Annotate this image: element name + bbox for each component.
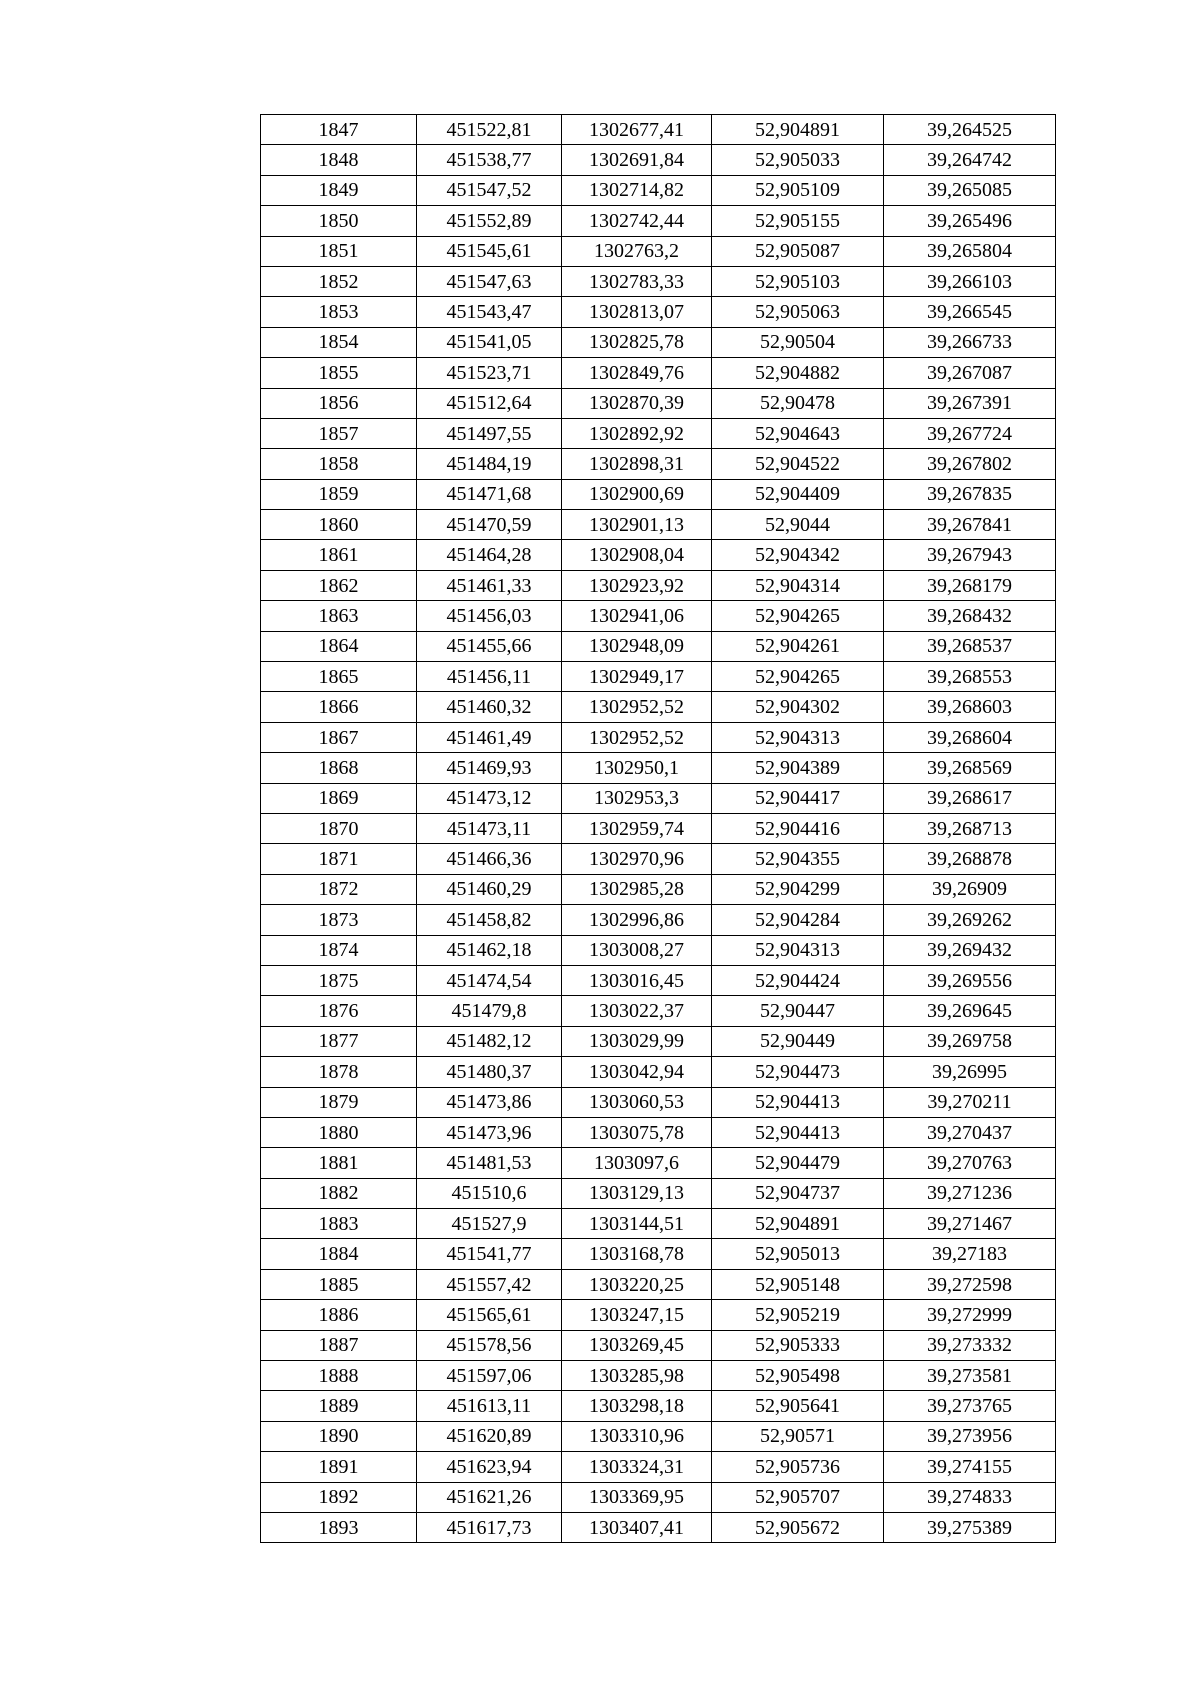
table-row	[261, 479, 1056, 509]
table-row	[261, 1452, 1056, 1482]
longitude-cell: 39,273581	[884, 1361, 1056, 1391]
x-coordinate-cell: 451541,05	[417, 327, 562, 357]
y-coordinate-cell: 1302677,41	[562, 115, 712, 145]
latitude-cell: 52,905087	[712, 236, 884, 266]
table-row	[261, 1026, 1056, 1056]
y-coordinate-cell: 1302959,74	[562, 813, 712, 843]
latitude-cell: 52,905033	[712, 145, 884, 175]
point-number-cell: 1869	[261, 783, 417, 813]
x-coordinate-cell: 451474,54	[417, 965, 562, 995]
y-coordinate-cell: 1302948,09	[562, 631, 712, 661]
table-row	[261, 1330, 1056, 1360]
x-coordinate-cell: 451541,77	[417, 1239, 562, 1269]
x-coordinate-cell: 451470,59	[417, 510, 562, 540]
point-number-cell: 1853	[261, 297, 417, 327]
x-coordinate-cell: 451473,12	[417, 783, 562, 813]
y-coordinate-cell: 1302898,31	[562, 449, 712, 479]
latitude-cell: 52,90571	[712, 1421, 884, 1451]
table-body	[261, 115, 1056, 1543]
table-row	[261, 844, 1056, 874]
table-row	[261, 115, 1056, 145]
x-coordinate-cell: 451458,82	[417, 905, 562, 935]
y-coordinate-cell: 1302892,92	[562, 418, 712, 448]
x-coordinate-cell: 451460,32	[417, 692, 562, 722]
latitude-cell: 52,904409	[712, 479, 884, 509]
x-coordinate-cell: 451552,89	[417, 206, 562, 236]
y-coordinate-cell: 1303269,45	[562, 1330, 712, 1360]
longitude-cell: 39,266545	[884, 297, 1056, 327]
latitude-cell: 52,904314	[712, 570, 884, 600]
longitude-cell: 39,268537	[884, 631, 1056, 661]
y-coordinate-cell: 1303168,78	[562, 1239, 712, 1269]
point-number-cell: 1886	[261, 1300, 417, 1330]
point-number-cell: 1874	[261, 935, 417, 965]
x-coordinate-cell: 451557,42	[417, 1269, 562, 1299]
point-number-cell: 1854	[261, 327, 417, 357]
table-row	[261, 692, 1056, 722]
point-number-cell: 1876	[261, 996, 417, 1026]
y-coordinate-cell: 1302849,76	[562, 358, 712, 388]
latitude-cell: 52,904299	[712, 874, 884, 904]
x-coordinate-cell: 451482,12	[417, 1026, 562, 1056]
point-number-cell: 1867	[261, 722, 417, 752]
longitude-cell: 39,26995	[884, 1057, 1056, 1087]
longitude-cell: 39,264742	[884, 145, 1056, 175]
latitude-cell: 52,905109	[712, 175, 884, 205]
longitude-cell: 39,268603	[884, 692, 1056, 722]
point-number-cell: 1847	[261, 115, 417, 145]
longitude-cell: 39,267391	[884, 388, 1056, 418]
latitude-cell: 52,90447	[712, 996, 884, 1026]
point-number-cell: 1861	[261, 540, 417, 570]
point-number-cell: 1858	[261, 449, 417, 479]
point-number-cell: 1864	[261, 631, 417, 661]
latitude-cell: 52,904891	[712, 115, 884, 145]
y-coordinate-cell: 1303285,98	[562, 1361, 712, 1391]
y-coordinate-cell: 1302763,2	[562, 236, 712, 266]
latitude-cell: 52,905736	[712, 1452, 884, 1482]
latitude-cell: 52,904479	[712, 1148, 884, 1178]
y-coordinate-cell: 1302953,3	[562, 783, 712, 813]
longitude-cell: 39,273956	[884, 1421, 1056, 1451]
latitude-cell: 52,904284	[712, 905, 884, 935]
longitude-cell: 39,272999	[884, 1300, 1056, 1330]
longitude-cell: 39,267724	[884, 418, 1056, 448]
latitude-cell: 52,904417	[712, 783, 884, 813]
table-row	[261, 1269, 1056, 1299]
point-number-cell: 1891	[261, 1452, 417, 1482]
coordinates-table	[260, 114, 1056, 1543]
y-coordinate-cell: 1302985,28	[562, 874, 712, 904]
point-number-cell: 1889	[261, 1391, 417, 1421]
table-row	[261, 449, 1056, 479]
y-coordinate-cell: 1303324,31	[562, 1452, 712, 1482]
latitude-cell: 52,904313	[712, 722, 884, 752]
y-coordinate-cell: 1303008,27	[562, 935, 712, 965]
x-coordinate-cell: 451547,52	[417, 175, 562, 205]
y-coordinate-cell: 1302783,33	[562, 266, 712, 296]
table-row	[261, 1239, 1056, 1269]
latitude-cell: 52,9044	[712, 510, 884, 540]
x-coordinate-cell: 451481,53	[417, 1148, 562, 1178]
longitude-cell: 39,268569	[884, 753, 1056, 783]
table-row	[261, 874, 1056, 904]
x-coordinate-cell: 451523,71	[417, 358, 562, 388]
latitude-cell: 52,904413	[712, 1087, 884, 1117]
table-row	[261, 236, 1056, 266]
x-coordinate-cell: 451543,47	[417, 297, 562, 327]
table-row	[261, 327, 1056, 357]
point-number-cell: 1848	[261, 145, 417, 175]
longitude-cell: 39,273765	[884, 1391, 1056, 1421]
point-number-cell: 1865	[261, 662, 417, 692]
x-coordinate-cell: 451471,68	[417, 479, 562, 509]
x-coordinate-cell: 451461,33	[417, 570, 562, 600]
table-row	[261, 965, 1056, 995]
longitude-cell: 39,271236	[884, 1178, 1056, 1208]
y-coordinate-cell: 1302742,44	[562, 206, 712, 236]
table-row	[261, 1178, 1056, 1208]
longitude-cell: 39,269262	[884, 905, 1056, 935]
longitude-cell: 39,270437	[884, 1117, 1056, 1147]
y-coordinate-cell: 1302970,96	[562, 844, 712, 874]
y-coordinate-cell: 1303022,37	[562, 996, 712, 1026]
y-coordinate-cell: 1303220,25	[562, 1269, 712, 1299]
table-row	[261, 206, 1056, 236]
point-number-cell: 1875	[261, 965, 417, 995]
y-coordinate-cell: 1302870,39	[562, 388, 712, 418]
table-row	[261, 1361, 1056, 1391]
longitude-cell: 39,275389	[884, 1512, 1056, 1542]
table-row	[261, 297, 1056, 327]
longitude-cell: 39,268553	[884, 662, 1056, 692]
table-row	[261, 601, 1056, 631]
point-number-cell: 1893	[261, 1512, 417, 1542]
y-coordinate-cell: 1302813,07	[562, 297, 712, 327]
longitude-cell: 39,271467	[884, 1209, 1056, 1239]
table-row	[261, 722, 1056, 752]
latitude-cell: 52,904473	[712, 1057, 884, 1087]
y-coordinate-cell: 1303060,53	[562, 1087, 712, 1117]
x-coordinate-cell: 451473,11	[417, 813, 562, 843]
x-coordinate-cell: 451473,96	[417, 1117, 562, 1147]
point-number-cell: 1871	[261, 844, 417, 874]
table-row	[261, 813, 1056, 843]
longitude-cell: 39,269432	[884, 935, 1056, 965]
x-coordinate-cell: 451522,81	[417, 115, 562, 145]
longitude-cell: 39,269758	[884, 1026, 1056, 1056]
longitude-cell: 39,26909	[884, 874, 1056, 904]
latitude-cell: 52,904302	[712, 692, 884, 722]
table-row	[261, 1209, 1056, 1239]
x-coordinate-cell: 451527,9	[417, 1209, 562, 1239]
table-row	[261, 570, 1056, 600]
table-row	[261, 662, 1056, 692]
point-number-cell: 1881	[261, 1148, 417, 1178]
table-row	[261, 753, 1056, 783]
longitude-cell: 39,267802	[884, 449, 1056, 479]
y-coordinate-cell: 1303097,6	[562, 1148, 712, 1178]
x-coordinate-cell: 451617,73	[417, 1512, 562, 1542]
x-coordinate-cell: 451613,11	[417, 1391, 562, 1421]
table-row	[261, 1117, 1056, 1147]
x-coordinate-cell: 451460,29	[417, 874, 562, 904]
table-row	[261, 631, 1056, 661]
table-row	[261, 418, 1056, 448]
y-coordinate-cell: 1302950,1	[562, 753, 712, 783]
y-coordinate-cell: 1302825,78	[562, 327, 712, 357]
table-row	[261, 783, 1056, 813]
x-coordinate-cell: 451547,63	[417, 266, 562, 296]
point-number-cell: 1850	[261, 206, 417, 236]
table-row	[261, 1512, 1056, 1542]
latitude-cell: 52,904342	[712, 540, 884, 570]
latitude-cell: 52,905641	[712, 1391, 884, 1421]
longitude-cell: 39,265804	[884, 236, 1056, 266]
longitude-cell: 39,269645	[884, 996, 1056, 1026]
x-coordinate-cell: 451455,66	[417, 631, 562, 661]
longitude-cell: 39,274155	[884, 1452, 1056, 1482]
latitude-cell: 52,904265	[712, 601, 884, 631]
longitude-cell: 39,266103	[884, 266, 1056, 296]
point-number-cell: 1868	[261, 753, 417, 783]
y-coordinate-cell: 1302900,69	[562, 479, 712, 509]
x-coordinate-cell: 451623,94	[417, 1452, 562, 1482]
latitude-cell: 52,905333	[712, 1330, 884, 1360]
latitude-cell: 52,904643	[712, 418, 884, 448]
y-coordinate-cell: 1302996,86	[562, 905, 712, 935]
y-coordinate-cell: 1302714,82	[562, 175, 712, 205]
point-number-cell: 1880	[261, 1117, 417, 1147]
longitude-cell: 39,265496	[884, 206, 1056, 236]
x-coordinate-cell: 451466,36	[417, 844, 562, 874]
longitude-cell: 39,270211	[884, 1087, 1056, 1117]
x-coordinate-cell: 451462,18	[417, 935, 562, 965]
longitude-cell: 39,274833	[884, 1482, 1056, 1512]
longitude-cell: 39,270763	[884, 1148, 1056, 1178]
y-coordinate-cell: 1303407,41	[562, 1512, 712, 1542]
point-number-cell: 1857	[261, 418, 417, 448]
table-row	[261, 1057, 1056, 1087]
longitude-cell: 39,267943	[884, 540, 1056, 570]
y-coordinate-cell: 1303247,15	[562, 1300, 712, 1330]
latitude-cell: 52,904882	[712, 358, 884, 388]
y-coordinate-cell: 1302923,92	[562, 570, 712, 600]
x-coordinate-cell: 451464,28	[417, 540, 562, 570]
latitude-cell: 52,904891	[712, 1209, 884, 1239]
table-row	[261, 358, 1056, 388]
x-coordinate-cell: 451473,86	[417, 1087, 562, 1117]
point-number-cell: 1849	[261, 175, 417, 205]
x-coordinate-cell: 451512,64	[417, 388, 562, 418]
point-number-cell: 1884	[261, 1239, 417, 1269]
x-coordinate-cell: 451578,56	[417, 1330, 562, 1360]
table-row	[261, 935, 1056, 965]
longitude-cell: 39,264525	[884, 115, 1056, 145]
y-coordinate-cell: 1303298,18	[562, 1391, 712, 1421]
table-row	[261, 1421, 1056, 1451]
point-number-cell: 1851	[261, 236, 417, 266]
x-coordinate-cell: 451461,49	[417, 722, 562, 752]
point-number-cell: 1862	[261, 570, 417, 600]
table-row	[261, 175, 1056, 205]
point-number-cell: 1872	[261, 874, 417, 904]
point-number-cell: 1856	[261, 388, 417, 418]
table-row	[261, 905, 1056, 935]
point-number-cell: 1879	[261, 1087, 417, 1117]
table-row	[261, 1482, 1056, 1512]
longitude-cell: 39,267841	[884, 510, 1056, 540]
latitude-cell: 52,904265	[712, 662, 884, 692]
y-coordinate-cell: 1303129,13	[562, 1178, 712, 1208]
latitude-cell: 52,904737	[712, 1178, 884, 1208]
x-coordinate-cell: 451480,37	[417, 1057, 562, 1087]
longitude-cell: 39,268713	[884, 813, 1056, 843]
table-row	[261, 388, 1056, 418]
longitude-cell: 39,269556	[884, 965, 1056, 995]
table-row	[261, 510, 1056, 540]
x-coordinate-cell: 451565,61	[417, 1300, 562, 1330]
point-number-cell: 1882	[261, 1178, 417, 1208]
y-coordinate-cell: 1302952,52	[562, 692, 712, 722]
latitude-cell: 52,905672	[712, 1512, 884, 1542]
x-coordinate-cell: 451621,26	[417, 1482, 562, 1512]
longitude-cell: 39,268432	[884, 601, 1056, 631]
y-coordinate-cell: 1303144,51	[562, 1209, 712, 1239]
x-coordinate-cell: 451479,8	[417, 996, 562, 1026]
y-coordinate-cell: 1303369,95	[562, 1482, 712, 1512]
point-number-cell: 1870	[261, 813, 417, 843]
y-coordinate-cell: 1302949,17	[562, 662, 712, 692]
point-number-cell: 1866	[261, 692, 417, 722]
y-coordinate-cell: 1303310,96	[562, 1421, 712, 1451]
latitude-cell: 52,905063	[712, 297, 884, 327]
latitude-cell: 52,904261	[712, 631, 884, 661]
table-row	[261, 1087, 1056, 1117]
latitude-cell: 52,905219	[712, 1300, 884, 1330]
latitude-cell: 52,905103	[712, 266, 884, 296]
y-coordinate-cell: 1302941,06	[562, 601, 712, 631]
point-number-cell: 1855	[261, 358, 417, 388]
table-row	[261, 145, 1056, 175]
longitude-cell: 39,268878	[884, 844, 1056, 874]
table-row	[261, 1300, 1056, 1330]
x-coordinate-cell: 451545,61	[417, 236, 562, 266]
point-number-cell: 1873	[261, 905, 417, 935]
longitude-cell: 39,273332	[884, 1330, 1056, 1360]
x-coordinate-cell: 451456,11	[417, 662, 562, 692]
y-coordinate-cell: 1303042,94	[562, 1057, 712, 1087]
latitude-cell: 52,905148	[712, 1269, 884, 1299]
longitude-cell: 39,268617	[884, 783, 1056, 813]
latitude-cell: 52,905155	[712, 206, 884, 236]
point-number-cell: 1888	[261, 1361, 417, 1391]
point-number-cell: 1863	[261, 601, 417, 631]
table-row	[261, 1391, 1056, 1421]
longitude-cell: 39,267087	[884, 358, 1056, 388]
y-coordinate-cell: 1302901,13	[562, 510, 712, 540]
y-coordinate-cell: 1303075,78	[562, 1117, 712, 1147]
latitude-cell: 52,904424	[712, 965, 884, 995]
longitude-cell: 39,268179	[884, 570, 1056, 600]
latitude-cell: 52,905013	[712, 1239, 884, 1269]
x-coordinate-cell: 451510,6	[417, 1178, 562, 1208]
latitude-cell: 52,904522	[712, 449, 884, 479]
table-row	[261, 540, 1056, 570]
latitude-cell: 52,904313	[712, 935, 884, 965]
point-number-cell: 1892	[261, 1482, 417, 1512]
x-coordinate-cell: 451456,03	[417, 601, 562, 631]
point-number-cell: 1890	[261, 1421, 417, 1451]
latitude-cell: 52,904355	[712, 844, 884, 874]
x-coordinate-cell: 451469,93	[417, 753, 562, 783]
point-number-cell: 1887	[261, 1330, 417, 1360]
y-coordinate-cell: 1303016,45	[562, 965, 712, 995]
x-coordinate-cell: 451597,06	[417, 1361, 562, 1391]
latitude-cell: 52,905498	[712, 1361, 884, 1391]
x-coordinate-cell: 451497,55	[417, 418, 562, 448]
latitude-cell: 52,90449	[712, 1026, 884, 1056]
table-row	[261, 996, 1056, 1026]
longitude-cell: 39,272598	[884, 1269, 1056, 1299]
x-coordinate-cell: 451484,19	[417, 449, 562, 479]
y-coordinate-cell: 1302908,04	[562, 540, 712, 570]
table-row	[261, 1148, 1056, 1178]
y-coordinate-cell: 1302691,84	[562, 145, 712, 175]
latitude-cell: 52,90504	[712, 327, 884, 357]
longitude-cell: 39,267835	[884, 479, 1056, 509]
y-coordinate-cell: 1302952,52	[562, 722, 712, 752]
longitude-cell: 39,266733	[884, 327, 1056, 357]
point-number-cell: 1859	[261, 479, 417, 509]
point-number-cell: 1885	[261, 1269, 417, 1299]
latitude-cell: 52,90478	[712, 388, 884, 418]
point-number-cell: 1852	[261, 266, 417, 296]
x-coordinate-cell: 451620,89	[417, 1421, 562, 1451]
latitude-cell: 52,904389	[712, 753, 884, 783]
point-number-cell: 1860	[261, 510, 417, 540]
point-number-cell: 1878	[261, 1057, 417, 1087]
longitude-cell: 39,27183	[884, 1239, 1056, 1269]
x-coordinate-cell: 451538,77	[417, 145, 562, 175]
longitude-cell: 39,265085	[884, 175, 1056, 205]
point-number-cell: 1883	[261, 1209, 417, 1239]
y-coordinate-cell: 1303029,99	[562, 1026, 712, 1056]
longitude-cell: 39,268604	[884, 722, 1056, 752]
latitude-cell: 52,905707	[712, 1482, 884, 1512]
point-number-cell: 1877	[261, 1026, 417, 1056]
table-row	[261, 266, 1056, 296]
latitude-cell: 52,904416	[712, 813, 884, 843]
latitude-cell: 52,904413	[712, 1117, 884, 1147]
